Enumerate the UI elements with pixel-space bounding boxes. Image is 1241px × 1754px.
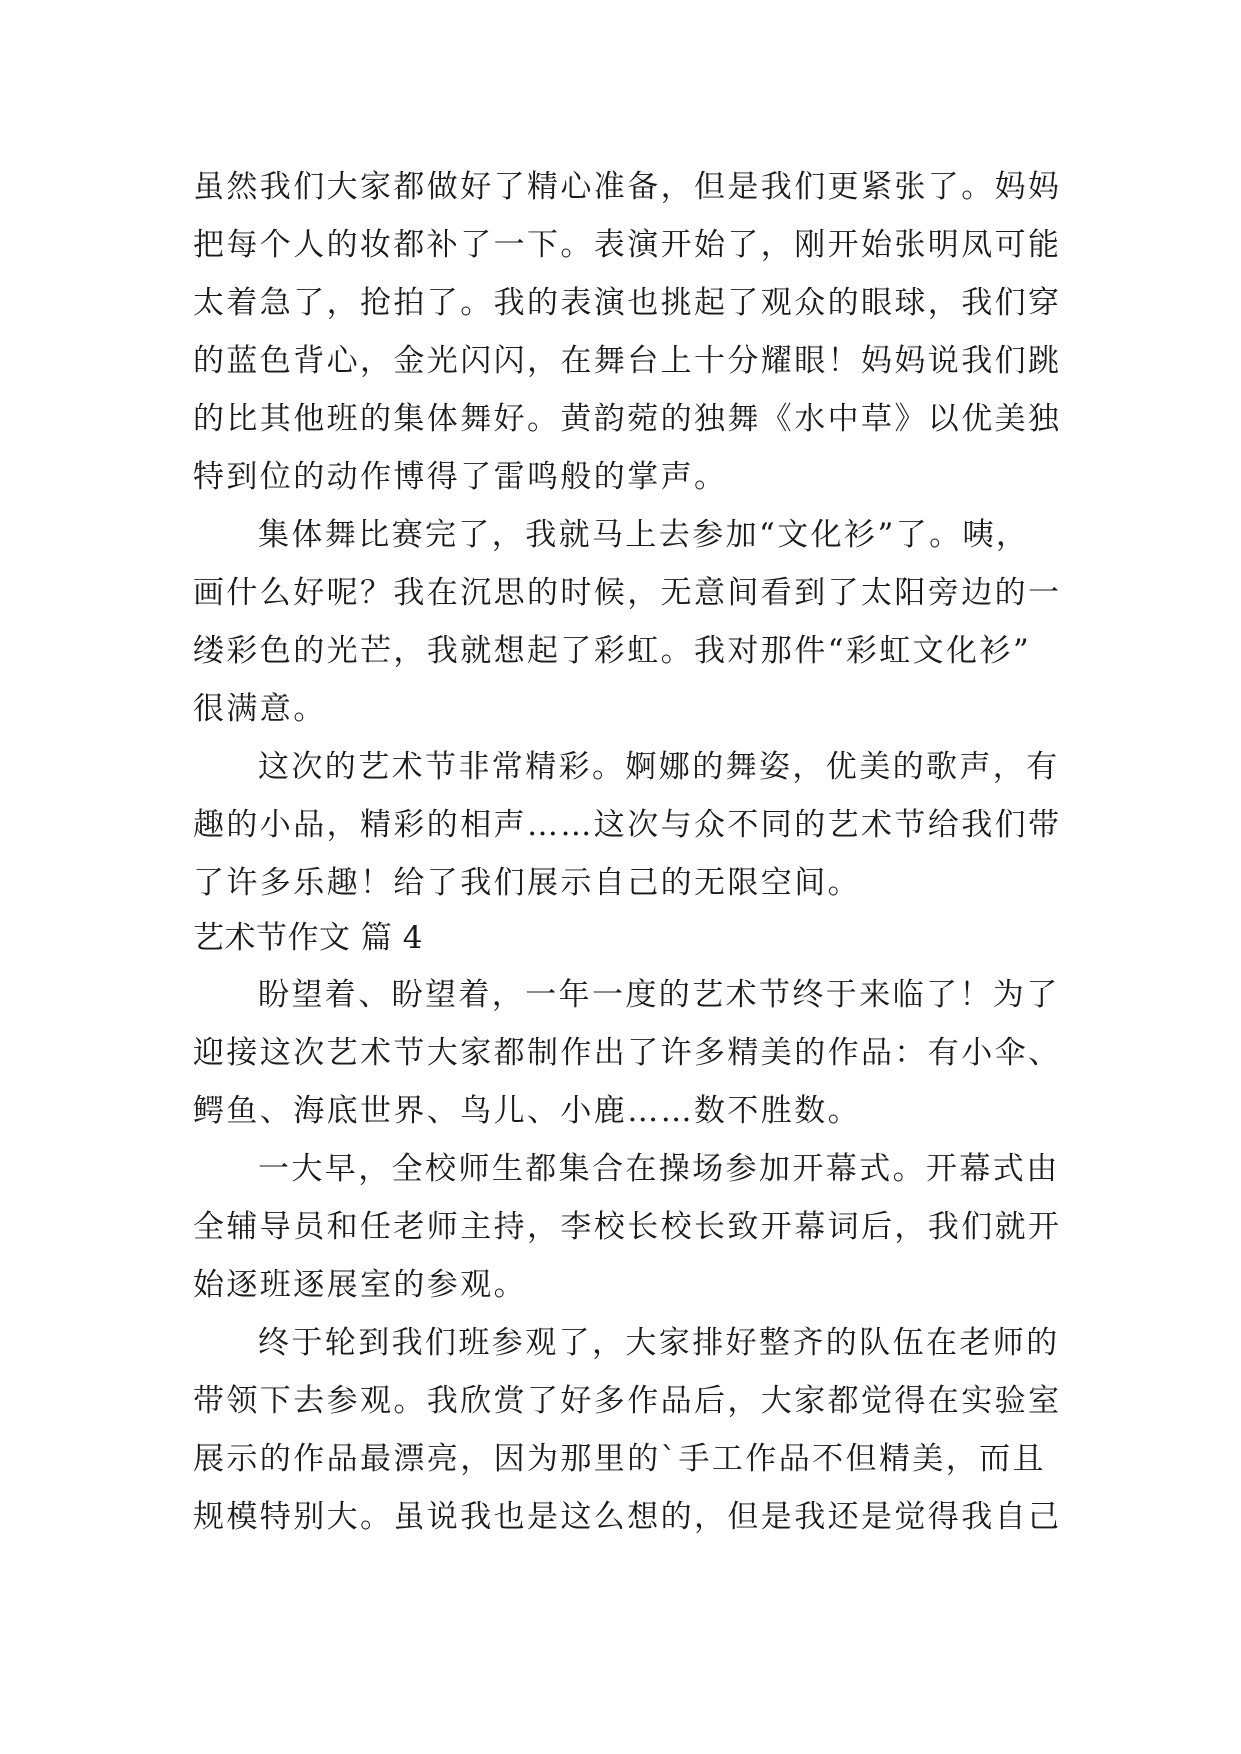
paragraph-line: 画什么好呢？我在沉思的时候，无意间看到了太阳旁边的一 bbox=[193, 575, 1062, 611]
paragraph-line: 全辅导员和任老师主持，李校长校长致开幕词后，我们就开 bbox=[193, 1209, 1062, 1245]
paragraph-first-line: 终于轮到我们班参观了，大家排好整齐的队伍在老师的 bbox=[258, 1325, 1060, 1361]
paragraph-line: 趣的小品，精彩的相声……这次与众不同的艺术节给我们带 bbox=[193, 807, 1062, 843]
paragraph-line: 虽然我们大家都做好了精心准备，但是我们更紧张了。妈妈 bbox=[193, 169, 1062, 205]
paragraph-line: 太着急了，抢拍了。我的表演也挑起了观众的眼球，我们穿 bbox=[193, 285, 1062, 321]
paragraph-line: 迎接这次艺术节大家都制作出了许多精美的作品：有小伞、 bbox=[193, 1035, 1062, 1071]
paragraph-first-line: 这次的艺术节非常精彩。婀娜的舞姿，优美的歌声，有 bbox=[258, 749, 1060, 785]
paragraph-first-line: 盼望着、盼望着，一年一度的艺术节终于来临了！为了 bbox=[258, 977, 1060, 1013]
paragraph-line: 很满意。 bbox=[193, 691, 327, 727]
paragraph-line: 特到位的动作博得了雷鸣般的掌声。 bbox=[193, 459, 728, 495]
paragraph-first-line: 集体舞比赛完了，我就马上去参加“文化衫”了。咦， bbox=[258, 517, 1030, 553]
paragraph-line: 了许多乐趣！给了我们展示自己的无限空间。 bbox=[193, 865, 861, 901]
paragraph-line: 缕彩色的光芒，我就想起了彩虹。我对那件“彩虹文化衫” bbox=[193, 633, 1032, 669]
paragraph-line: 鳄鱼、海底世界、鸟儿、小鹿……数不胜数。 bbox=[193, 1093, 861, 1129]
paragraph-line: 的蓝色背心，金光闪闪，在舞台上十分耀眼！妈妈说我们跳 bbox=[193, 343, 1062, 379]
paragraph-line: 带领下去参观。我欣赏了好多作品后，大家都觉得在实验室 bbox=[193, 1383, 1062, 1419]
paragraph-line: 始逐班逐展室的参观。 bbox=[193, 1267, 527, 1303]
paragraph-line: 展示的作品最漂亮，因为那里的`手工作品不但精美，而且 bbox=[193, 1441, 1046, 1477]
paragraph-line: 规模特别大。虽说我也是这么想的，但是我还是觉得我自己 bbox=[193, 1499, 1062, 1535]
paragraph-line: 把每个人的妆都补了一下。表演开始了，刚开始张明凤可能 bbox=[193, 227, 1062, 263]
section-heading: 艺术节作文 篇 4 bbox=[193, 920, 423, 956]
paragraph-first-line: 一大早，全校师生都集合在操场参加开幕式。开幕式由 bbox=[258, 1151, 1060, 1187]
paragraph-line: 的比其他班的集体舞好。黄韵菀的独舞《水中草》以优美独 bbox=[193, 401, 1062, 437]
